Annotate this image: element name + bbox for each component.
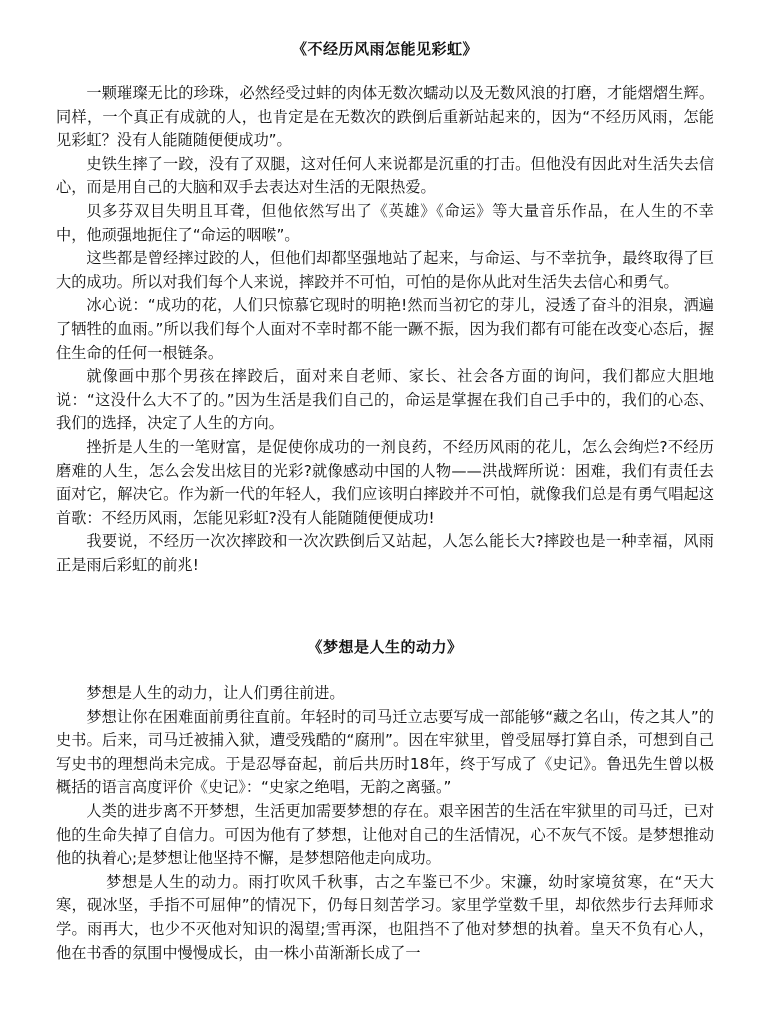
paragraph: 梦想是人生的动力，让人们勇往前进。: [86, 684, 345, 702]
essay-title: 《不经历风雨怎能见彩虹》: [291, 40, 478, 58]
paragraph: 就像画中那个男孩在摔跤后，面对来自老师、家长、社会各方面的询问，我们都应大胆地说：“这没什么大不了的。”因为生活是我们自己的，命运是掌握在我们自己手中的，我们的心态、我们的选择，决定了人生的方向。: [56, 367, 714, 433]
paragraph: 梦想让你在困难面前勇往直前。年轻时的司马迁立志要写成一部能够“藏之名山，传之其人”的史书。后来，司马迁被捕入狱，遭受残酷的“腐刑”。因在牢狱里，曾受屈辱打算自杀，可想到自己写史书的理想尚未完成。于是忍辱奋起，前后共历时18年，终于写成了《史记》。鲁迅先生曾以极概括的语言高度评价《史记》：“史家之绝唱，无韵之离骚。”: [56, 707, 714, 797]
paragraph: 挫折是人生的一笔财富，是促使你成功的一剂良药，不经历风雨的花儿，怎么会绚烂?不经历磨难的人生，怎么会发出炫目的光彩?就像感动中国的人物——洪战辉所说：困难，我们有责任去面对它，解决它。作为新一代的年轻人，我们应该明白摔跤并不可怕，就像我们总是有勇气唱起这首歌：不经历风雨，怎能见彩虹?没有人能随随便便成功!: [56, 437, 714, 527]
paragraph: 这些都是曾经摔过跤的人，但他们却都坚强地站了起来，与命运、与不幸抗争，最终取得了巨大的成功。所以对我们每个人来说，摔跤并不可怕，可怕的是你从此对生活失去信心和勇气。: [56, 249, 714, 291]
essay-title: 《梦想是人生的动力》: [307, 638, 463, 656]
essay-dream: [56, 636, 714, 965]
paragraph: 一颗璀璨无比的珍珠，必然经受过蚌的肉体无数次蠕动以及无数风浪的打磨，才能熠熠生辉。同样，一个真正有成就的人，也肯定是在无数次的跌倒后重新站起来的，因为“不经历风雨，怎能见彩虹？没有人能随随便便成功”。: [56, 84, 714, 150]
paragraph: 人类的进步离不开梦想，生活更加需要梦想的存在。艰辛困苦的生活在牢狱里的司马迁，已对他的生命失掉了自信力。可因为他有了梦想，让他对自己的生活情况，心不灰气不馁。是梦想推动他的执着心;是梦想让他坚持不懈，是梦想陪他走向成功。: [56, 801, 714, 868]
paragraph: 冰心说：“成功的花，人们只惊慕它现时的明艳!然而当初它的芽儿，浸透了奋斗的泪泉，洒遍了牺牲的血雨。”所以我们每个人面对不幸时都不能一蹶不振，因为我们都有可能在改变心态后，握住生命的任何一根链条。: [56, 296, 714, 362]
paragraph: 史铁生摔了一跤，没有了双腿，这对任何人来说都是沉重的打击。但他没有因此对生活失去信心，而是用自己的大脑和双手去表达对生活的无限热爱。: [56, 154, 714, 197]
paragraph: 我要说，不经历一次次摔跤和一次次跌倒后又站起，人怎么能长大?摔跤也是一种幸福，风雨正是雨后彩虹的前兆!: [56, 532, 714, 574]
essay-rainbow: [56, 38, 714, 577]
paragraph: 贝多芬双目失明且耳聋，但他依然写出了《英雄》《命运》等大量音乐作品，在人生的不幸中，他顽强地扼住了“命运的咽喉”。: [56, 201, 714, 244]
paragraph: 梦想是人生的动力。雨打吹风千秋事，古之车鉴已不少。宋濂，幼时家境贫寒，在“天大寒，砚冰坚，手指不可屈伸”的情况下，仍每日刻苦学习。家里学堂数千里，却依然步行去拜师求学。雨再大，也少不灭他对知识的渴望;雪再深，也阻挡不了他对梦想的执着。皇天不负有心人，他在书香的氛围中慢慢成长，由一株小苗渐渐长成了一: [56, 872, 714, 962]
